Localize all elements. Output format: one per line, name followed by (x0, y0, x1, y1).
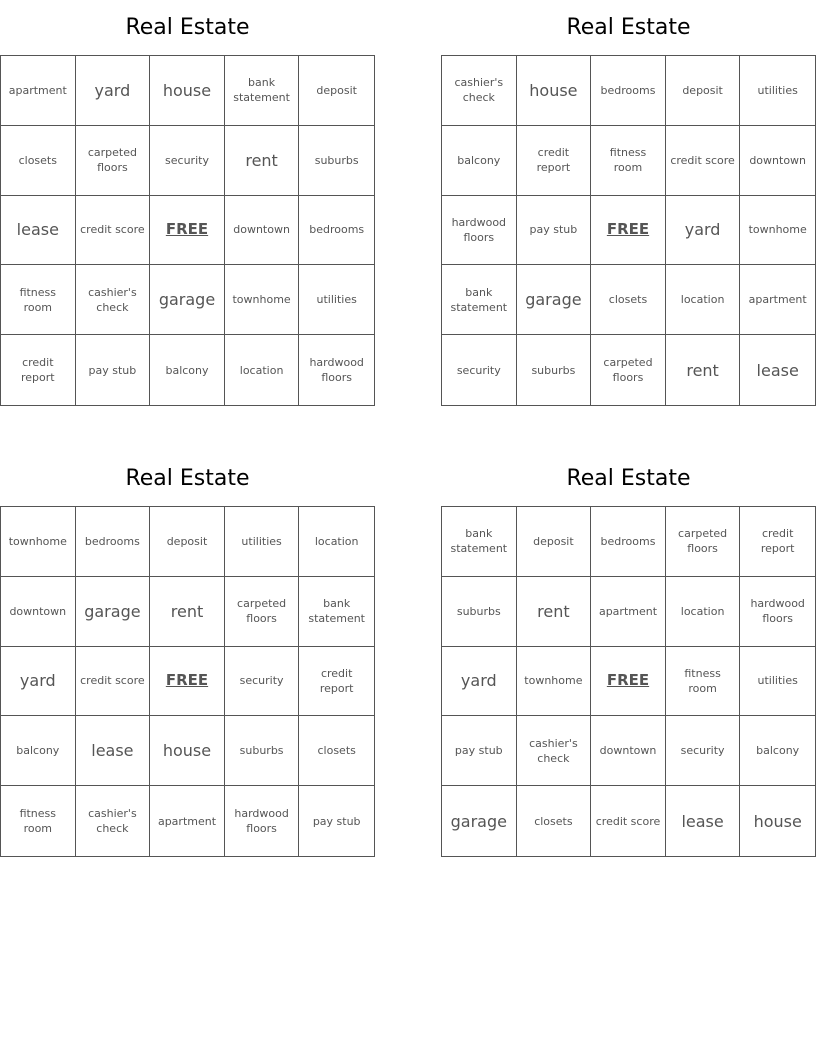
bingo-cell: credit score (591, 786, 666, 856)
card-title: Real Estate (566, 466, 691, 491)
bingo-cell: garage (517, 265, 592, 335)
bingo-card-3 (0, 451, 375, 857)
bingo-cell: suburbs (299, 126, 374, 196)
bingo-card-4 (441, 451, 816, 857)
bingo-cell: credit score (666, 126, 741, 196)
bingo-cell: credit score (76, 196, 151, 266)
bingo-cell: yard (442, 647, 517, 717)
bingo-cell: closets (517, 786, 592, 856)
bingo-cell: carpeted floors (76, 126, 151, 196)
bingo-cell: pay stub (76, 335, 151, 405)
bingo-grid (441, 506, 816, 857)
bingo-card-1 (0, 0, 375, 406)
bingo-cell: cashier's check (517, 716, 592, 786)
bingo-cell: fitness room (1, 265, 76, 335)
bingo-cell: hardwood floors (225, 786, 300, 856)
bingo-cell: downtown (740, 126, 815, 196)
bingo-cell: carpeted floors (666, 507, 741, 577)
bingo-cell: rent (666, 335, 741, 405)
bingo-cell: bank statement (442, 507, 517, 577)
bingo-cell: deposit (150, 507, 225, 577)
bingo-cell: hardwood floors (309, 356, 364, 385)
bingo-cell: closets (1, 126, 76, 196)
bingo-cell: balcony (1, 716, 76, 786)
bingo-cell: location (299, 507, 374, 577)
bingo-cell: credit report (1, 335, 76, 405)
bingo-cell: apartment (740, 265, 815, 335)
bingo-cell: apartment (1, 56, 76, 126)
bingo-cell: utilities (740, 56, 815, 126)
bingo-cell: townhome (225, 265, 300, 335)
bingo-cell: security (442, 335, 517, 405)
bingo-cell: balcony (740, 716, 815, 786)
free-space-cell: FREE (591, 647, 666, 717)
bingo-cell: deposit (299, 56, 374, 126)
bingo-cell: location (225, 335, 300, 405)
bingo-cell: fitness room (666, 647, 741, 717)
bingo-cell: bank statement (442, 265, 517, 335)
bingo-cell: house (150, 56, 225, 126)
bingo-cell: bedrooms (76, 507, 151, 577)
bingo-cell: apartment (150, 786, 225, 856)
bingo-cell: carpeted floors (591, 335, 666, 405)
bingo-cell: hardwood floors (740, 577, 815, 647)
bingo-cell: house (753, 811, 802, 831)
bingo-cell: deposit (666, 56, 741, 126)
bingo-cell: garage (150, 265, 225, 335)
card-title: Real Estate (125, 466, 250, 491)
bingo-cell: lease (1, 196, 76, 266)
bingo-cell: bank statement (299, 577, 374, 647)
bingo-cell: balcony (150, 335, 225, 405)
bingo-cell: apartment (591, 577, 666, 647)
card-title: Real Estate (125, 15, 250, 40)
bingo-cell: rent (150, 577, 225, 647)
bingo-cell: security (666, 716, 741, 786)
free-space-cell: FREE (150, 647, 225, 717)
bingo-cell: townhome (517, 647, 592, 717)
bingo-cell: pay stub (517, 196, 592, 266)
bingo-cell: utilities (740, 647, 815, 717)
bingo-cell: credit report (299, 647, 374, 717)
bingo-cell: yard (76, 56, 151, 126)
bingo-cell: carpeted floors (225, 577, 300, 647)
bingo-cell: cashier's check (76, 786, 151, 856)
bingo-cell: suburbs (442, 577, 517, 647)
bingo-grid (0, 55, 375, 406)
bingo-cell: closets (299, 716, 374, 786)
bingo-cell: pay stub (312, 814, 361, 828)
bingo-cell: credit report (517, 126, 592, 196)
bingo-cell: pay stub (442, 716, 517, 786)
free-space-cell: FREE (150, 196, 225, 266)
bingo-cell: hardwood floors (442, 196, 517, 266)
bingo-cell: bedrooms (591, 507, 666, 577)
bingo-cell: security (150, 126, 225, 196)
bingo-cell: closets (591, 265, 666, 335)
bingo-cell: bank statement (225, 56, 300, 126)
bingo-cell: downtown (1, 577, 76, 647)
bingo-cell: lease (666, 786, 741, 856)
bingo-cell: bedrooms (591, 56, 666, 126)
bingo-cell: rent (517, 577, 592, 647)
bingo-cell: location (666, 577, 741, 647)
bingo-cell: suburbs (517, 335, 592, 405)
free-space-cell: FREE (591, 196, 666, 266)
bingo-cell: deposit (517, 507, 592, 577)
bingo-cell: cashier's check (76, 265, 151, 335)
bingo-cell: suburbs (225, 716, 300, 786)
bingo-cell: balcony (442, 126, 517, 196)
bingo-grid (0, 506, 375, 857)
bingo-cell: fitness room (1, 786, 76, 856)
bingo-cell: rent (225, 126, 300, 196)
bingo-card-2 (441, 0, 816, 406)
bingo-cell: house (517, 56, 592, 126)
bingo-cell: townhome (1, 507, 76, 577)
bingo-cell: lease (756, 360, 799, 380)
bingo-cell: security (225, 647, 300, 717)
bingo-cell: downtown (591, 716, 666, 786)
bingo-cell: utilities (299, 265, 374, 335)
bingo-cell: downtown (225, 196, 300, 266)
bingo-cell: house (150, 716, 225, 786)
card-title: Real Estate (566, 15, 691, 40)
bingo-cell: fitness room (591, 126, 666, 196)
bingo-cell: cashier's check (442, 56, 517, 126)
bingo-cell: credit score (76, 647, 151, 717)
bingo-cell: yard (666, 196, 741, 266)
bingo-cell: location (666, 265, 741, 335)
bingo-cell: garage (442, 786, 517, 856)
bingo-cell: yard (1, 647, 76, 717)
bingo-grid (441, 55, 816, 406)
bingo-cell: townhome (740, 196, 815, 266)
bingo-cell: utilities (225, 507, 300, 577)
bingo-cell: lease (76, 716, 151, 786)
bingo-cell: garage (76, 577, 151, 647)
bingo-cell: bedrooms (299, 196, 374, 266)
bingo-cell: credit report (740, 507, 815, 577)
